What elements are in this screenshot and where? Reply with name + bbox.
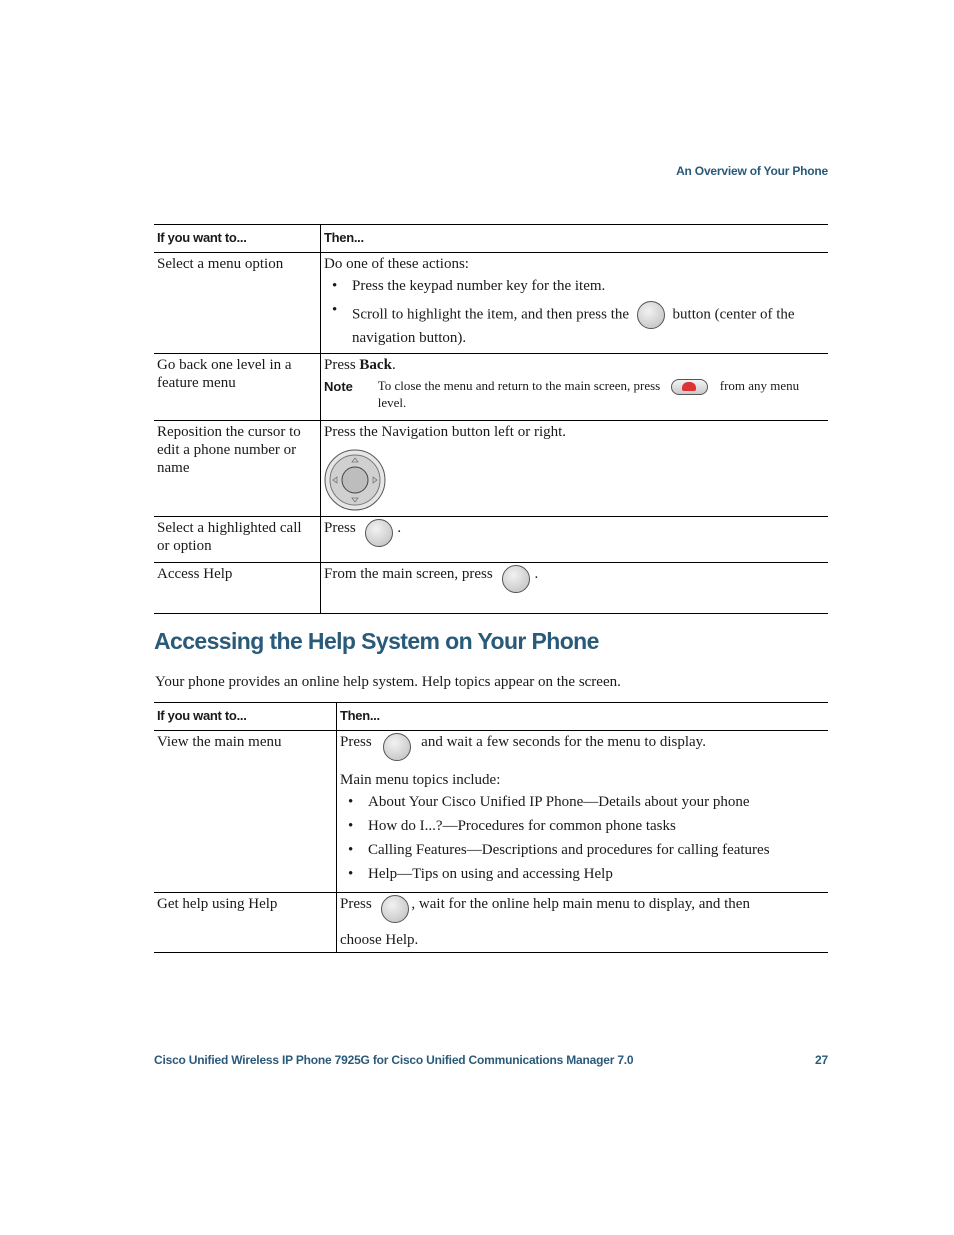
row-want: Go back one level in a feature menu	[154, 354, 321, 421]
row-then: Press , wait for the online help main menu to display, and then choose Help.	[340, 896, 750, 948]
note-text: To close the menu and return to the main screen, press from any menu level.	[377, 378, 800, 411]
table-row	[154, 563, 828, 614]
table-row	[154, 517, 828, 563]
row-then: From the main screen, press .	[321, 563, 829, 614]
row-then	[321, 253, 829, 354]
topics-list	[340, 793, 825, 883]
table-row	[154, 893, 828, 953]
row-want: Access Help	[154, 563, 321, 614]
list-item: • Press the keypad number key for the item.	[352, 277, 825, 295]
row-want: Get help using Help	[154, 893, 337, 953]
row-then: Press and wait a few seconds for the menu to display. Main menu topics include: • About Your Cisco Unified IP Phone—Details about your phone • How do I...?—Procedures for common phone tasks • Calling Features—Descriptions and procedures for calling features • Help—Tips on using and accessing Help	[337, 731, 829, 893]
row-then: Press the Navigation button left or right.	[321, 421, 829, 517]
actions-table	[154, 224, 828, 614]
row-intro: Do one of these actions:	[324, 256, 469, 272]
row-then: Press .	[321, 517, 829, 563]
select-button-icon	[502, 565, 530, 593]
table-row	[154, 731, 828, 893]
help-table	[154, 702, 828, 953]
list-item: • Help—Tips on using and accessing Help	[368, 865, 825, 883]
action-list	[324, 277, 825, 347]
col-header-then: Then...	[340, 708, 380, 723]
help-button-icon	[383, 733, 411, 761]
list-item: • How do I...?—Procedures for common phone tasks	[368, 817, 825, 835]
end-call-button-icon	[671, 379, 708, 395]
navigation-button-icon	[324, 449, 388, 513]
select-button-icon	[637, 301, 665, 329]
list-item: • Scroll to highlight the item, and then press the button (center of the navigation button).	[352, 301, 825, 347]
table-header-row	[154, 703, 828, 731]
section-title: Accessing the Help System on Your Phone	[154, 628, 599, 654]
col-header-then: Then...	[324, 230, 364, 245]
table-row	[154, 421, 828, 517]
help-button-icon	[381, 895, 409, 923]
table-header-row	[154, 225, 828, 253]
footer-title: Cisco Unified Wireless IP Phone 7925G for Cisco Unified Communications Manager 7.0	[154, 1053, 634, 1067]
page-footer	[154, 1053, 828, 1067]
row-then: Press Back. Note To close the menu and return to the main screen, press from any menu level.	[321, 354, 829, 421]
topics-intro: Main menu topics include:	[340, 772, 501, 788]
back-softkey-label: Back	[359, 357, 392, 373]
row-want: Reposition the cursor to edit a phone number or name	[154, 421, 321, 517]
col-header-want: If you want to...	[154, 225, 321, 253]
page-number: 27	[815, 1053, 828, 1067]
list-item: • About Your Cisco Unified IP Phone—Details about your phone	[368, 793, 825, 811]
running-head: An Overview of Your Phone	[676, 164, 828, 178]
table-row	[154, 354, 828, 421]
row-want: Select a menu option	[154, 253, 321, 354]
note-label: Note	[324, 379, 353, 394]
row-want: Select a highlighted call or option	[154, 517, 321, 563]
section-intro: Your phone provides an online help system. Help topics appear on the screen.	[155, 674, 621, 690]
row-want: View the main menu	[154, 731, 337, 893]
select-button-icon	[365, 519, 393, 547]
col-header-want: If you want to...	[154, 703, 337, 731]
list-item: • Calling Features—Descriptions and procedures for calling features	[368, 841, 825, 859]
table-row	[154, 253, 828, 354]
